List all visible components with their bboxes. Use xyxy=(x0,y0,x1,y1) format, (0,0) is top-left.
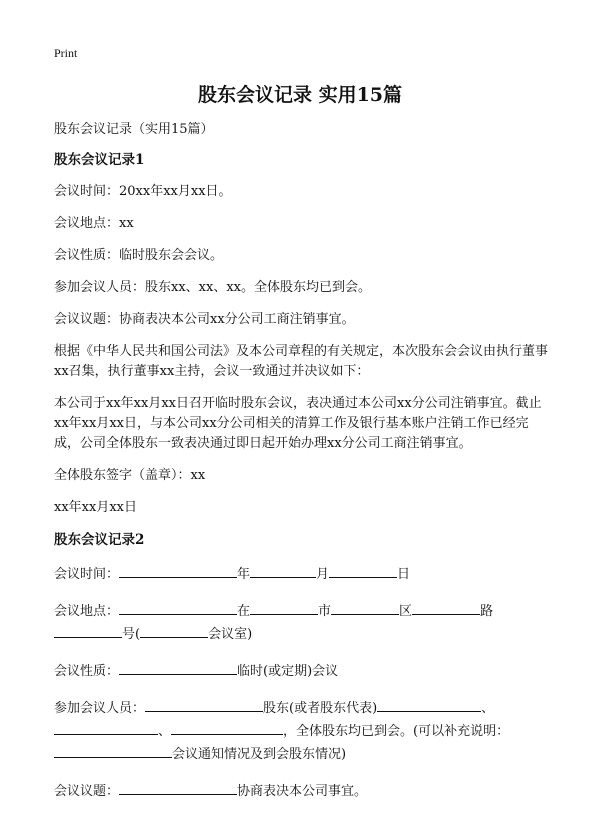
meeting-attendees: 参加会议人员：股东xx、xx、xx。全体股东均已到会。 xyxy=(54,280,371,295)
meeting-place: 会议地点：xx xyxy=(54,216,134,231)
subtitle: 股东会议记录（实用15篇） xyxy=(54,122,214,137)
separator-1: 、 xyxy=(481,701,495,716)
meeting-time: 会议时间：20xx年xx月xx日。 xyxy=(54,184,232,199)
signature-date: xx年xx月xx日 xyxy=(54,500,137,515)
blank-day[interactable] xyxy=(329,562,397,578)
blank-nature[interactable] xyxy=(119,659,237,675)
month-label: 月 xyxy=(316,567,330,582)
year-label: 年 xyxy=(237,567,251,582)
city-label: 市 xyxy=(318,604,332,619)
blank-year[interactable] xyxy=(119,562,237,578)
time-label: 会议时间： xyxy=(54,567,120,582)
legal-basis-paragraph: 根据《中华人民共和国公司法》及本公司章程的有关规定，本次股东会会议由执行董事xx召集，执行董事xx主持，会议一致通过并决议如下： xyxy=(54,344,549,379)
document-body xyxy=(54,120,554,816)
attendees-label: 参加会议人员： xyxy=(54,701,146,716)
in-label: 在 xyxy=(237,604,251,619)
blank-district[interactable] xyxy=(331,599,399,615)
document-title: 股东会议记录 实用15篇 xyxy=(197,84,403,106)
blank-topic[interactable] xyxy=(119,779,237,795)
district-label: 区 xyxy=(399,604,413,619)
place-label: 会议地点： xyxy=(54,604,120,619)
form-meeting-time xyxy=(54,562,554,585)
blank-month[interactable] xyxy=(250,562,316,578)
form-meeting-topic xyxy=(54,779,554,802)
all-present-text: ，全体股东均已到会。(可以补充说明： xyxy=(283,724,510,739)
form-meeting-nature xyxy=(54,659,554,682)
blank-road[interactable] xyxy=(412,599,480,615)
resolution-paragraph: 本公司于xx年xx月xx日召开临时股东会议，表决通过本公司xx分公司注销事宜。截止xx年xx月xx日，与本公司xx分公司相关的清算工作及银行基本账户注销工作已经完成，公司全体股东一致表决通过即日起开始办理xx分公司工商注销事宜。 xyxy=(54,396,542,451)
blank-place[interactable] xyxy=(119,599,237,615)
day-label: 日 xyxy=(397,567,411,582)
nature-label: 会议性质： xyxy=(54,664,120,679)
number-label: 号( xyxy=(122,627,141,642)
topic-label: 会议议题： xyxy=(54,784,120,799)
blank-attendee-3[interactable] xyxy=(171,719,283,735)
nature-text: 临时(或定期)会议 xyxy=(237,664,339,679)
notice-text: 会议通知情况及到会股东情况) xyxy=(172,747,347,762)
blank-room[interactable] xyxy=(140,622,208,638)
signature-line: 全体股东签字（盖章）：xx xyxy=(54,468,206,483)
section-heading-1: 股东会议记录1 xyxy=(54,152,145,168)
form-meeting-place xyxy=(54,599,554,645)
road-label: 路 xyxy=(480,604,494,619)
blank-representative[interactable] xyxy=(377,696,481,712)
shareholder-label: 股东(或者股东代表) xyxy=(263,701,378,716)
section-heading-2: 股东会议记录2 xyxy=(54,532,145,548)
blank-notice[interactable] xyxy=(54,742,172,758)
blank-shareholder[interactable] xyxy=(145,696,263,712)
room-label: 会议室) xyxy=(208,627,253,642)
blank-attendee-2[interactable] xyxy=(54,719,158,735)
blank-city[interactable] xyxy=(250,599,318,615)
print-label: Print xyxy=(54,46,78,60)
meeting-nature: 会议性质：临时股东会会议。 xyxy=(54,248,224,263)
form-attendees xyxy=(54,696,554,765)
meeting-topic: 会议议题：协商表决本公司xx分公司工商注销事宜。 xyxy=(54,312,355,327)
separator-2: 、 xyxy=(158,724,172,739)
blank-number[interactable] xyxy=(54,622,122,638)
topic-text: 协商表决本公司事宜。 xyxy=(237,784,368,799)
